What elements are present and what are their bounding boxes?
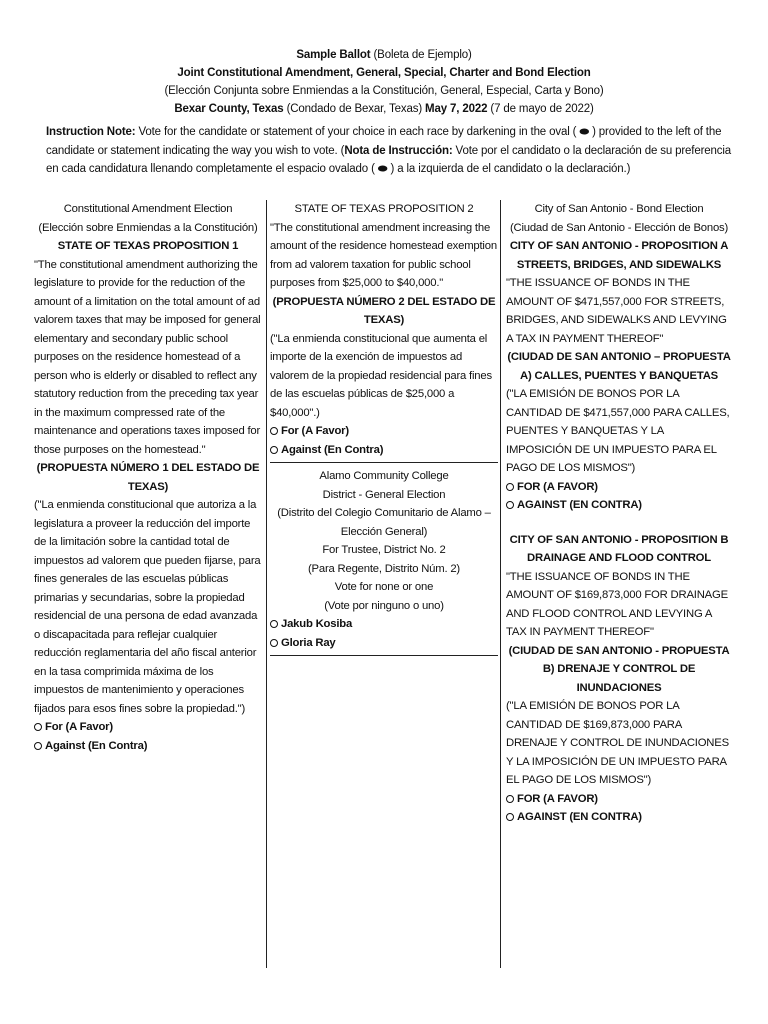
oval-icon[interactable] [34,723,42,731]
proposition-1-title: STATE OF TEXAS PROPOSITION 1 [57,240,239,252]
proposition-b-for-option[interactable]: FOR (A FAVOR) [506,790,732,809]
column-divider-2 [500,200,501,968]
oval-icon[interactable] [506,483,514,491]
election-title-es: (Elección Conjunta sobre Enmiendas a la Constitución, General, Especial, Carta y Bono) [164,85,604,97]
proposition-a-title: CITY OF SAN ANTONIO - PROPOSITION A STREETS, BRIDGES, AND SIDEWALKS [509,240,729,271]
county-date-line: Bexar County, Texas (Condado de Bexar, Texas) May 7, 2022 (7 de mayo de 2022) [174,103,594,115]
oval-icon[interactable] [506,501,514,509]
proposition-b-text-es: ("LA EMISIÓN DE BONOS POR LA CANTIDAD DE $169,873,000 PARA DRENAJE Y CONTROL DE INUNDACIONES Y LA IMPOSICIÓN DE UN IMPUESTO PARA EL PAGO DE LOS MISMOS") [506,700,729,786]
proposition-2-against-option[interactable]: Against (En Contra) [270,441,498,460]
bond-election-title-es: (Ciudad de San Antonio - Elección de Bonos) [509,221,729,234]
proposition-1-against-option[interactable]: Against (En Contra) [34,737,262,756]
oval-icon[interactable] [270,427,278,435]
proposition-b-text: "THE ISSUANCE OF BONDS IN THE AMOUNT OF $169,873,000 FOR DRAINAGE AND FLOOD CONTROL AND LEVYING A TAX IN PAYMENT THEREOF" [506,570,728,638]
oval-icon[interactable] [270,446,278,454]
proposition-b-title: CITY OF SAN ANTONIO - PROPOSITION B DRAINAGE AND FLOOD CONTROL [509,533,729,564]
proposition-1-for-option[interactable]: For (A Favor) [34,718,262,737]
column-divider-1 [266,200,267,968]
oval-icon[interactable] [34,742,42,750]
section-title: Constitutional Amendment Election [63,203,233,215]
college-title-es: (Distrito del Colegio Comunitario de Alamo – Elección General) [277,507,491,538]
college-title-a: Alamo Community College [319,470,449,482]
instruction-note: Instruction Note: Vote for the candidate or statement of your choice in each race by darkening in the oval ( ⬬ ) provided to the left of the candidate or statement indicating the way you wish to vote. (Nota de Instrucción: Vote por el candidato o la declaración de su preferencia en cada candidatura llenando completamente el espacio ovalado ( ⬬ ) a la izquierda de el candidato o la declaración.) [46,126,732,175]
vote-for-instruction: Vote for none or one [334,581,434,593]
ballot-header [40,46,728,118]
header-line-1: Sample Ballot (Boleta de Ejemplo) [296,49,472,61]
election-title: Joint Constitutional Amendment, General, Special, Charter and Bond Election [177,67,591,79]
section-title-es: (Elección sobre Enmiendas a la Constitución) [38,221,258,234]
oval-icon[interactable] [270,639,278,647]
proposition-2-title-es: (PROPUESTA NÚMERO 2 DEL ESTADO DE TEXAS) [272,295,496,326]
proposition-2-title: STATE OF TEXAS PROPOSITION 2 [294,203,474,215]
proposition-a-title-es: (CIUDAD DE SAN ANTONIO – PROPUESTA A) CALLES, PUENTES Y BANQUETAS [507,351,731,382]
trustee-race-title: For Trustee, District No. 2 [322,544,446,556]
proposition-1-text-es: ("La enmienda constitucional que autoriza a la legislatura a proveer la reducción del importe de la limitación sobre la cantidad total de impuestos ad valorem que pueden fijarse, para fines generales de las escuelas públicas primarias y secundarias, sobre la propiedad residencial de una persona de edad avanzada o discapacitada para reflejar cualquier reducción reglamentaria del año fiscal anterior en la tasa comprimida máxima de los impuestos de mantenimiento y operaciones fijados para esos fines sobre la propiedad.") [34,499,261,715]
proposition-1-title-es: (PROPUESTA NÚMERO 1 DEL ESTADO DE TEXAS) [36,462,260,493]
proposition-2-text: "The constitutional amendment increasing the amount of the residence homestead exemption from ad valorem taxation for public school purposes from $25,000 to $40,000." [270,221,497,289]
column-bond-election [506,200,732,827]
proposition-b-title-es: (CIUDAD DE SAN ANTONIO - PROPUESTA B) DRENAJE Y CONTROL DE INUNDACIONES [508,644,730,694]
spacer [506,515,732,531]
proposition-2-for-option[interactable]: For (A Favor) [270,422,498,441]
oval-icon[interactable] [506,795,514,803]
proposition-a-for-option[interactable]: FOR (A FAVOR) [506,478,732,497]
bond-election-title: City of San Antonio - Bond Election [534,203,704,215]
candidate-option-2[interactable]: Gloria Ray [270,634,498,653]
column-proposition-2 [270,200,498,660]
proposition-a-text: "THE ISSUANCE OF BONDS IN THE AMOUNT OF $471,557,000 FOR STREETS, BRIDGES, AND SIDEWALKS AND LEVYING A TAX IN PAYMENT THEREOF" [506,277,727,345]
candidate-option-1[interactable]: Jakub Kosiba [270,615,498,634]
section-divider [270,462,498,463]
college-title-b: District - General Election [322,488,446,501]
trustee-race-title-es: (Para Regente, Distrito Núm. 2) [307,562,460,575]
proposition-a-text-es: ("LA EMISIÓN DE BONOS POR LA CANTIDAD DE $471,557,000 PARA CALLES, PUENTES Y BANQUETAS Y LA IMPOSICIÓN DE UN IMPUESTO PARA EL PAGO DE LOS MISMOS") [506,388,730,474]
oval-icon[interactable] [506,813,514,821]
vote-for-instruction-es: (Vote por ninguno o uno) [324,599,444,612]
column-constitutional [34,200,262,755]
proposition-a-against-option[interactable]: AGAINST (EN CONTRA) [506,496,732,515]
proposition-2-text-es: ("La enmienda constitucional que aumenta el importe de la exención de impuestos ad valorem de la propiedad residencial para fines de las escuelas públicas de $25,000 a $40,000".) [270,332,492,419]
section-divider [270,655,498,656]
proposition-1-text: "The constitutional amendment authorizing the legislature to provide for the reduction of the amount of a limitation on the total amount of ad valorem taxes that may be imposed for general elementary and secondary public school purposes on the residence homestead of a person who is elderly or disabled to reflect any statutory reduction from the preceding tax year in the maximum compressed rate of the maintenance and operations taxes imposed for those purposes on the homestead." [34,258,261,456]
oval-icon[interactable] [270,620,278,628]
proposition-b-against-option[interactable]: AGAINST (EN CONTRA) [506,808,732,827]
